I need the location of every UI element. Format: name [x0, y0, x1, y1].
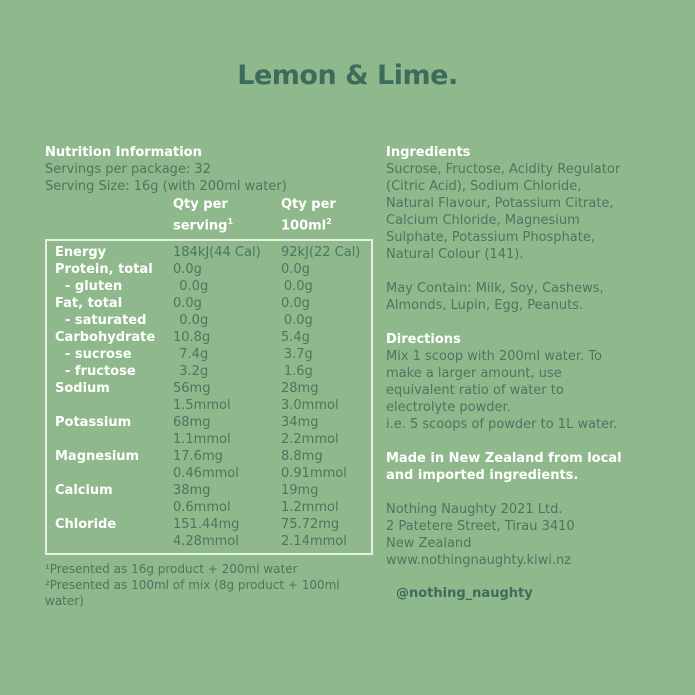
text-line: Made in New Zealand from local	[386, 451, 622, 466]
nutrient-label: Fat, total	[55, 296, 123, 312]
text-line: May Contain: Milk, Soy, Cashews,	[386, 281, 604, 296]
per-100ml-value: 3.7g	[283, 347, 313, 363]
nutrient-label	[55, 465, 173, 482]
ingredients-heading: Ingredients	[386, 145, 471, 160]
footnotes	[45, 561, 375, 609]
servings-per-package: Servings per package: 32	[45, 162, 211, 177]
col-sup: 1	[227, 217, 234, 226]
per-100ml-value: 34mg	[281, 415, 319, 431]
col-label: serving	[173, 218, 228, 234]
per-serving-value: 3.2g	[179, 364, 209, 380]
nutrient-label: Carbohydrate	[55, 330, 156, 346]
nutrient-label	[55, 499, 173, 516]
text-line: New Zealand	[386, 536, 472, 551]
nutrient-label: Protein, total	[55, 262, 153, 278]
nutrient-label: - sucrose	[65, 347, 132, 363]
text-line: Calcium Chloride, Magnesium	[386, 213, 580, 228]
table-row	[55, 397, 371, 414]
text-line: (Citric Acid), Sodium Chloride,	[386, 179, 582, 194]
per-100ml-value: 0.0g	[283, 313, 313, 329]
table-row	[55, 516, 371, 533]
directions-text	[386, 348, 656, 433]
text-line: electrolyte powder.	[386, 400, 511, 415]
company-info	[386, 501, 656, 569]
per-100ml-value: 28mg	[281, 381, 319, 397]
product-title: Lemon & Lime.	[237, 60, 458, 91]
table-row	[55, 431, 371, 448]
table-row	[55, 380, 371, 397]
per-serving-value: 38mg	[173, 483, 211, 499]
table-row	[55, 295, 371, 312]
per-100ml-value: 5.4g	[281, 330, 310, 346]
nutrient-label: Calcium	[55, 483, 113, 499]
per-serving-value: 0.0g	[173, 296, 202, 312]
text-line: Sucrose, Fructose, Acidity Regulator	[386, 162, 621, 177]
table-header	[45, 196, 375, 234]
text-line: i.e. 5 scoops of powder to 1L water.	[386, 417, 618, 432]
nutrient-label: Chloride	[55, 517, 117, 533]
table-row	[55, 278, 371, 295]
table-row	[55, 499, 371, 516]
per-100ml-value: 19mg	[281, 483, 319, 499]
per-100ml-value: 8.8mg	[281, 449, 323, 465]
text-line: Mix 1 scoop with 200ml water. To	[386, 349, 602, 364]
text-line: Sulphate, Potassium Phosphate,	[386, 230, 595, 245]
footnote-2: ²Presented as 100ml of mix (8g product + 100ml water)	[45, 578, 340, 609]
table-row	[55, 482, 371, 499]
nutrient-label: - gluten	[65, 279, 123, 295]
text-line: Nothing Naughty 2021 Ltd.	[386, 502, 563, 517]
per-serving-value: 68mg	[173, 415, 211, 431]
nutrient-label	[55, 431, 173, 448]
per-serving-value: 0.6mmol	[173, 500, 231, 516]
per-serving-value: 0.0g	[173, 262, 202, 278]
social-handle[interactable]: @nothing_naughty	[396, 586, 533, 601]
per-serving-value: 10.8g	[173, 330, 211, 346]
per-serving-value: 17.6mg	[173, 449, 223, 465]
nutrient-label: Magnesium	[55, 449, 140, 465]
nutrition-heading: Nutrition Information	[45, 145, 202, 160]
info-panel	[386, 144, 656, 602]
text-line: equivalent ratio of water to	[386, 383, 564, 398]
table-row	[55, 312, 371, 329]
per-100ml-value: 75.72mg	[281, 517, 340, 533]
table-row	[55, 363, 371, 380]
per-100ml-value: 0.91mmol	[281, 466, 347, 482]
per-100ml-value: 92kJ(22 Cal)	[281, 245, 361, 261]
per-serving-value: 56mg	[173, 381, 211, 397]
text-line: make a larger amount, use	[386, 366, 562, 381]
per-serving-value: 0.0g	[179, 279, 209, 295]
per-100ml-value: 1.2mmol	[281, 500, 339, 516]
text-line: and imported ingredients.	[386, 468, 579, 483]
per-serving-value: 0.0g	[179, 313, 209, 329]
footnote-1: ¹Presented as 16g product + 200ml water	[45, 562, 298, 577]
table-row	[55, 329, 371, 346]
per-serving-value: 184kJ(44 Cal)	[173, 245, 261, 261]
nutrient-label: Sodium	[55, 381, 110, 397]
per-serving-value: 151.44mg	[173, 517, 240, 533]
per-100ml-value: 2.2mmol	[281, 432, 339, 448]
per-100ml-value: 0.0g	[283, 279, 313, 295]
nutrient-label: - fructose	[65, 364, 136, 380]
per-serving-value: 1.1mmol	[173, 432, 231, 448]
serving-size: Serving Size: 16g (with 200ml water)	[45, 179, 287, 194]
made-in-text	[386, 450, 656, 484]
col-per-serving	[173, 196, 281, 234]
nutrient-label: Potassium	[55, 415, 132, 431]
directions-heading: Directions	[386, 332, 461, 347]
per-serving-value: 4.28mmol	[173, 534, 239, 550]
may-contain-text	[386, 280, 656, 314]
ingredients-text	[386, 161, 656, 263]
nutrient-label: - saturated	[65, 313, 147, 329]
per-serving-value: 1.5mmol	[173, 398, 231, 414]
table-row	[55, 346, 371, 363]
per-100ml-value: 0.0g	[281, 296, 310, 312]
nutrient-label	[55, 533, 173, 550]
table-row	[55, 533, 371, 550]
col-label: 100ml	[281, 218, 327, 234]
table-row	[55, 261, 371, 278]
per-100ml-value: 3.0mmol	[281, 398, 339, 414]
text-line: Almonds, Lupin, Egg, Peanuts.	[386, 298, 584, 313]
per-serving-value: 0.46mmol	[173, 466, 239, 482]
text-line: www.nothingnaughty.kiwi.nz	[386, 553, 572, 568]
text-line: 2 Patetere Street, Tirau 3410	[386, 519, 575, 534]
col-per-100ml	[281, 196, 336, 234]
nutrition-table	[45, 239, 373, 555]
table-row	[55, 465, 371, 482]
col-sup: 2	[326, 217, 332, 226]
text-line: Natural Colour (141).	[386, 247, 524, 262]
col-label: Qty per	[281, 197, 336, 212]
table-row	[55, 448, 371, 465]
per-serving-value: 7.4g	[179, 347, 209, 363]
per-100ml-value: 0.0g	[281, 262, 310, 278]
table-row	[55, 244, 371, 261]
nutrient-label: Energy	[55, 245, 107, 261]
per-100ml-value: 1.6g	[283, 364, 313, 380]
nutrient-label	[55, 397, 173, 414]
col-label: Qty per	[173, 197, 228, 212]
table-row	[55, 414, 371, 431]
nutrition-panel	[45, 144, 375, 609]
per-100ml-value: 2.14mmol	[281, 534, 347, 550]
text-line: Natural Flavour, Potassium Citrate,	[386, 196, 614, 211]
